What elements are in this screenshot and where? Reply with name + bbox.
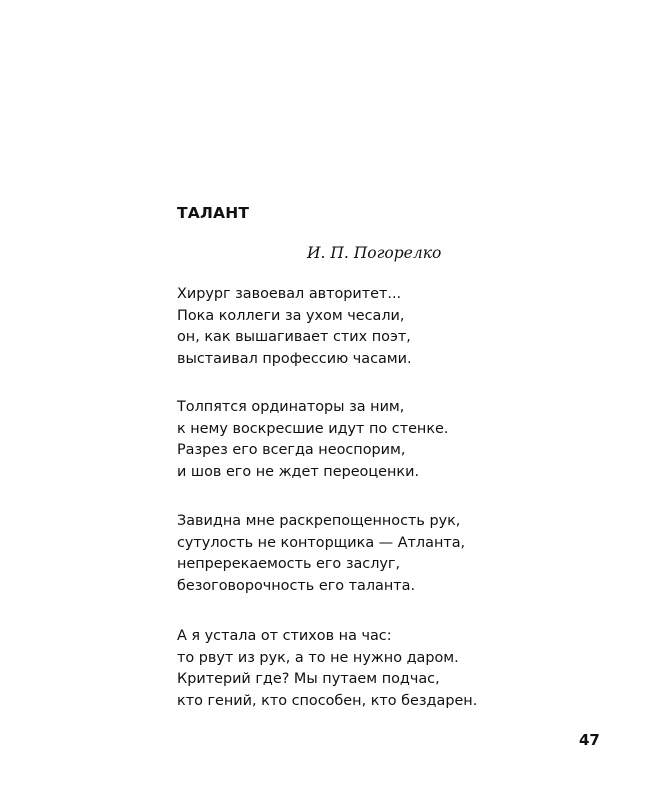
poem-title: ТАЛАНТ [177,204,250,222]
poem-line: Разрез его всегда неоспорим, [177,442,406,458]
poem-line: А я устала от стихов на час: [177,628,392,644]
stanza-3 [177,511,465,597]
poem-line: Пока коллеги за ухом чесали, [177,307,405,324]
poem-line: Критерий где? Мы путаем подчас, [177,671,440,687]
poem-dedication: И. П. Погорелко [307,244,442,262]
poem-line: Завидна мне раскрепощенность рук, [177,513,461,529]
poem-line: сутулость не конторщика — Атланта, [177,534,466,551]
poem-line: безоговорочность его таланта. [177,577,416,594]
poem-line: кто гений, кто способен, кто бездарен. [177,692,478,709]
page-number: 47 [579,731,600,749]
stanza-2 [177,397,448,483]
poem-line: то рвут из рук, а то не нужно даром. [177,649,459,666]
poem-line: Толпятся ординаторы за ним, [177,399,405,415]
poem-line: Хирург завоевал авторитет... [177,286,402,302]
poem-line: он, как вышагивает стих поэт, [177,329,411,345]
poem-line: к нему воскресшие идут по стенке. [177,420,449,437]
poem-line: непререкаемость его заслуг, [177,556,401,572]
poem-line: выстаивал профессию часами. [177,350,412,367]
stanza-1 [177,284,412,370]
stanza-4 [177,626,477,712]
poem-line: и шов его не ждет переоценки. [177,463,420,480]
